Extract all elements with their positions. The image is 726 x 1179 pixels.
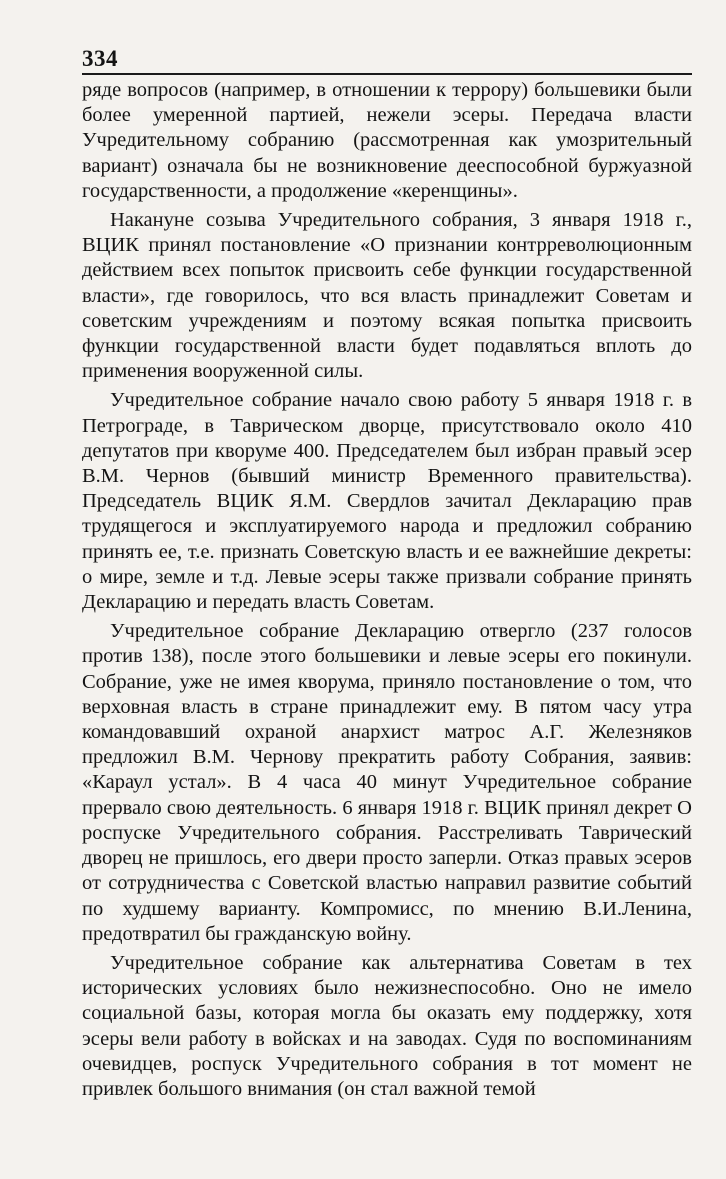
paragraph-1: ряде вопросов (например, в отношении к террору) большевики были более умеренной партией, нежели эсеры. Передача власти Учредительному собранию (рассмотренная как умозрительный вариант) означала бы не возникновение дееспособной буржуазной государственности, а продолжение «керенщины». xyxy=(82,79,692,202)
paragraph-3: Учредительное собрание начало свою работу 5 января 1918 г. в Петрограде, в Таврическом дворце, присутствовало около 410 депутатов при кворуме 400. Председателем был избран правый эсер В.М. Чернов (бывший министр Временного правительства). Председатель ВЦИК Я.М. Свердлов зачитал Декларацию прав трудящегося и эксплуатируемого народа и предложил собранию принять ее, т.е. признать Советскую власть и ее важнейшие декреты: о мире, земле и т.д. Левые эсеры также призвали собрание принять Декларацию и передать власть Советам. xyxy=(82,389,692,614)
header-rule xyxy=(82,73,692,75)
body-text xyxy=(82,78,692,1106)
paragraph-2: Накануне созыва Учредительного собрания, 3 января 1918 г., ВЦИК принял постановление «О признании контрреволюционным действием всех попыток присвоить себе функции государственной власти», где говорилось, что вся власть принадлежит Советам и советским учреждениям и поэтому всякая попытка присвоить функции государственной власти будет подавляться вплоть до применения вооруженной силы. xyxy=(82,209,692,383)
paragraph-4: Учредительное собрание Декларацию отвергло (237 голосов против 138), после этого большевики и левые эсеры его покинули. Собрание, уже не имея кворума, приняло постановление о том, что верховная власть в стране принадлежит ему. В пятом часу утра командовавший охраной анархист матрос А.Г. Железняков предложил В.М. Чернову прекратить работу Собрания, заявив: «Караул устал». В 4 часа 40 минут Учредительное собрание прервало свою деятельность. 6 января 1918 г. ВЦИК принял декрет О роспуске Учредительного собрания. Расстреливать Таврический дворец не пришлось, его двери просто заперли. Отказ правых эсеров от сотрудничества с Советской властью направил развитие событий по худшему варианту. Компромисс, по мнению В.И.Ленина, предотвратил бы гражданскую войну. xyxy=(82,620,692,945)
paragraph-5: Учредительное собрание как альтернатива Советам в тех исторических условиях было нежизнеспособно. Оно не имело социальной базы, которая могла бы оказать ему поддержку, хотя эсеры вели работу в войсках и на заводах. Судя по воспоминаниям очевидцев, роспуск Учредительного собрания в тот момент не привлек большого внимания (он стал важной темой xyxy=(82,951,692,1100)
page-number: 334 xyxy=(82,46,118,71)
